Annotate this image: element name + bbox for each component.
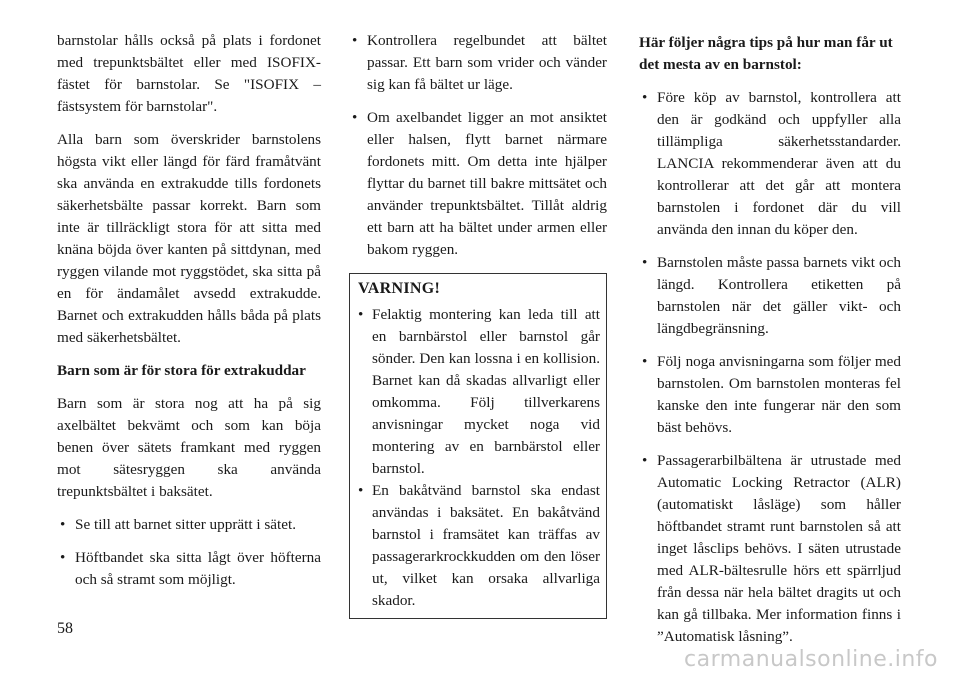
paragraph-isofix: barnstolar hålls också på plats i fordonet med trepunktsbältet eller med ISOFIX-fästet för barnstolar. Se "ISOFIX – fästsystem för barnstolar". [57,32,321,115]
warning-box [349,273,607,619]
column-left [57,30,321,602]
list-item: • Barnstolen måste passa barnets vikt och längd. Kontrollera etiketten på barnstolen när det gäller vikt- och längdbegränsning. [642,254,901,337]
bullet-icon: • [358,482,364,499]
section-heading: Barn som är för stora för extrakuddar [57,362,306,379]
warning-title: VARNING! [358,280,441,297]
page-number: 58 [57,620,73,637]
column-right [639,32,901,659]
bullet-icon: • [642,353,648,370]
bullet-icon: • [60,516,66,533]
bullet-icon: • [352,32,358,49]
paragraph-three-point-belt: Barn som är stora nog att ha på sig axelbältet bekvämt och som kan böja benen över sätets framkant med ryggen mot sätesryggen ska använda trepunktsbältet i baksätet. [57,395,321,500]
paragraph-booster-seat: Alla barn som överskrider barnstolens högsta vikt eller längd för färd framåtvänt ska använda en extrakudde tills fordonets säkerhetsbälte passar korrekt. Barn som inte är tillräckligt stora för att sitta med knäna böjda över kanten på sittdynan, med ryggen vilande mot ryggstödet, ska sitta på en för ändamålet avsedd extrakudde. Barnet och extrakudden hålls båda på plats med säkerhetsbältet. [57,131,321,346]
warning-item: • En bakåtvänd barnstol ska endast användas i baksätet. En bakåtvänd barnstol i framsätet kan träffas av passagerarkrockkudden om den löser ut, vilket kan orsaka allvarliga skador. [358,482,600,609]
list-item: • Se till att barnet sitter upprätt i sätet. [57,514,321,536]
warning-item: • Felaktig montering kan leda till att en barnbärstol eller barnstol går sönder. Den kan lossna i en kollision. Barnet kan då skadas allvarligt eller omkomma. Följ tillverkarens anvisningar mycket noga vid montering av en barnbärstol eller barnstol. [358,306,600,477]
bullet-list [57,514,321,591]
column-middle [349,30,607,619]
bullet-list [349,30,607,261]
list-item: • Följ noga anvisningarna som följer med barnstolen. Om barnstolen monteras fel kanske den inte fungerar när den som bäst behövs. [642,353,901,436]
warning-list [358,304,600,612]
list-item: • Före köp av barnstol, kontrollera att den är godkänd och uppfyller alla tillämpliga säkerhetsstandarder. LANCIA rekommenderar även att du kontrollerar att det går att montera barnstolen i fordonet där du vill använda den innan du köper den. [642,89,901,238]
bullet-icon: • [642,89,648,106]
list-item: • Höftbandet ska sitta lågt över höfterna och så stramt som möjligt. [60,549,321,588]
bullet-icon: • [642,254,648,271]
bullet-list [639,87,901,648]
list-item: • Om axelbandet ligger an mot ansiktet eller halsen, flytt barnet närmare fordonets mitt. Om detta inte hjälper flyttar du barnet till bakre mittsätet och använder trepunktsbältet. Tillåt aldrig ett barn att ha bältet under armen eller bakom ryggen. [352,109,607,258]
list-item: • Kontrollera regelbundet att bältet passar. Ett barn som vrider och vänder sig kan få bältet ur läge. [352,32,607,93]
tips-heading: Här följer några tips på hur man får ut det mesta av en barnstol: [639,34,893,73]
bullet-icon: • [358,306,364,323]
list-item: • Passagerarbilbältena är utrustade med Automatic Locking Retractor (ALR) (automatiskt låsläge) som håller höftbandet stramt runt barnstolen så att inget låsclips behövs. I säten utrustade med ALR-bältesrulle hörs ett spärrljud från dessa när hela bältet dragits ut och kan gå tillbaka. Mer information finns i ”Automatisk låsning”. [642,452,901,645]
bullet-icon: • [352,109,358,126]
bullet-icon: • [60,549,66,566]
bullet-icon: • [642,452,648,469]
watermark: carmanualsonline.info [684,647,938,672]
